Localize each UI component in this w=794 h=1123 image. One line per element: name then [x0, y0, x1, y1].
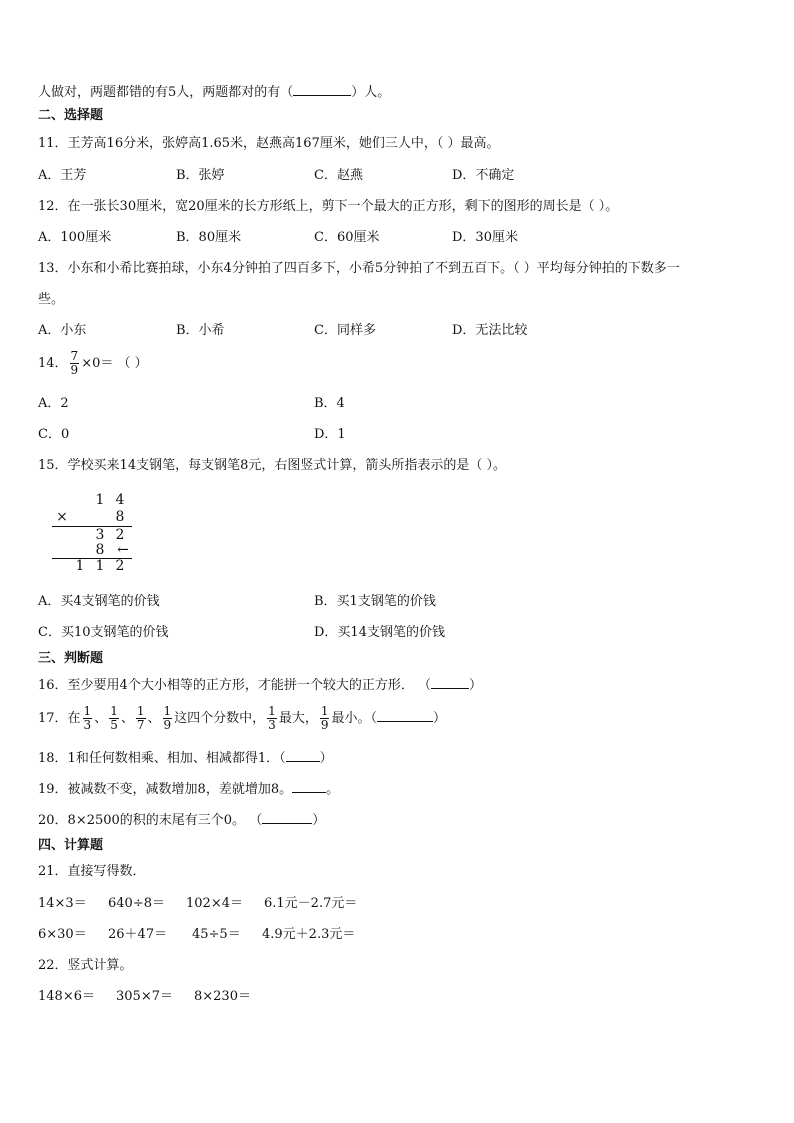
- answer-blank[interactable]: [262, 812, 312, 824]
- option-b[interactable]: B．买1支钢笔的价钱: [314, 594, 436, 609]
- option-c[interactable]: C．买10支钢笔的价钱: [38, 625, 169, 640]
- option-b[interactable]: B．80厘米: [176, 230, 242, 245]
- fraction: $\frac{1}{3}$: [83, 704, 92, 732]
- option-a[interactable]: A．小东: [38, 323, 87, 338]
- question-22: 22．竖式计算。: [38, 958, 133, 973]
- question-16: 16．至少要用4个大小相等的正方形，才能拼一个较大的正方形． （ ）: [38, 678, 482, 693]
- calc-item: 6×30＝: [38, 927, 87, 942]
- question-17: 17．在 $\frac{1}{3}$ 、 $\frac{1}{5}$ 、 $\frac{1}{7}$ 、 $\frac{1}{9}$ 这四个分数中， $\frac{1}{3}$ 最大， $\frac{1}{9}$ 最小。（ ）: [38, 704, 446, 732]
- calc-item: 26＋47＝: [108, 927, 168, 942]
- option-d[interactable]: D．1: [314, 427, 346, 442]
- question-21: 21．直接写得数．: [38, 864, 146, 879]
- calc-item: 8×230＝: [194, 989, 251, 1004]
- question-15: 15．学校买来14支钢笔，每支钢笔8元，右图竖式计算，箭头所指表示的是（ ）。: [38, 458, 506, 473]
- option-c[interactable]: C．同样多: [314, 323, 376, 338]
- option-b[interactable]: B．张婷: [176, 168, 225, 183]
- calc-item: 640÷8＝: [108, 896, 165, 911]
- option-c[interactable]: C．60厘米: [314, 230, 380, 245]
- option-a[interactable]: A．买4支钢笔的价钱: [38, 594, 160, 609]
- question-18: 18．1和任何数相乘、相加、相减都得1．（ ）: [38, 751, 333, 766]
- fraction: $\frac{1}{7}$: [136, 704, 145, 732]
- option-a[interactable]: A．100厘米: [38, 230, 112, 245]
- section-heading-calc: 四、计算题: [38, 838, 104, 853]
- option-a[interactable]: A．2: [38, 396, 69, 411]
- calc-item: 14×3＝: [38, 896, 87, 911]
- option-d[interactable]: D．无法比较: [452, 323, 528, 338]
- fraction: $\frac{1}{5}$: [110, 704, 118, 732]
- section-heading-judge: 三、判断题: [38, 651, 104, 666]
- option-d[interactable]: D．不确定: [452, 168, 515, 183]
- answer-blank[interactable]: [292, 781, 326, 793]
- calc-item: 148×6＝: [38, 989, 95, 1004]
- calc-item: 6.1元－2.7元＝: [264, 896, 358, 911]
- option-d[interactable]: D．买14支钢笔的价钱: [314, 625, 445, 640]
- question-11: 11．王芳高16分米，张婷高1.65米，赵燕高167厘米，她们三人中，（ ）最高。: [38, 136, 500, 151]
- vertical-multiplication: 1 4 × 8 3 2 8 ← 1 1 2: [52, 492, 136, 574]
- option-d[interactable]: D．30厘米: [452, 230, 518, 245]
- question-19: 19．被减数不变，减数增加8，差就增加8。 。: [38, 782, 340, 797]
- answer-blank[interactable]: [293, 84, 351, 96]
- calc-item: 102×4＝: [186, 896, 243, 911]
- calc-item: 305×7＝: [116, 989, 173, 1004]
- section-heading-choice: 二、选择题: [38, 108, 104, 123]
- multiply-sign: ×: [56, 509, 68, 525]
- fraction: $\frac{1}{9}$: [163, 704, 172, 732]
- calc-item: 4.9元＋2.3元＝: [262, 927, 356, 942]
- question-14: 14． $\frac{7}{9}$ ×0＝ （ ）: [38, 349, 148, 377]
- option-c[interactable]: C．0: [38, 427, 70, 442]
- q10-tail: 人做对，两题都错的有5人，两题都对的有（ ）人。: [38, 85, 391, 100]
- fraction: $\frac{7}{9}$: [70, 349, 79, 377]
- arrow-icon: ←: [117, 542, 129, 558]
- question-13: 13．小东和小希比赛拍球，小东4分钟拍了四百多下，小希5分钟拍了不到五百下。（ ）平均每分钟拍的下数多一: [38, 261, 680, 276]
- question-13-cont: 些。: [38, 292, 65, 307]
- question-12: 12．在一张长30厘米，宽20厘米的长方形纸上，剪下一个最大的正方形，剩下的图形的周长是（ ）。: [38, 199, 619, 214]
- answer-blank[interactable]: [286, 750, 320, 762]
- answer-blank[interactable]: [431, 677, 469, 689]
- option-c[interactable]: C．赵燕: [314, 168, 363, 183]
- option-a[interactable]: A．王芳: [38, 168, 87, 183]
- fraction: $\frac{1}{3}$: [268, 704, 276, 732]
- option-b[interactable]: B．4: [314, 396, 345, 411]
- question-20: 20．8×2500的积的末尾有三个0。 （ ）: [38, 813, 326, 828]
- calc-item: 45÷5＝: [192, 927, 241, 942]
- option-b[interactable]: B．小希: [176, 323, 225, 338]
- fraction: $\frac{1}{9}$: [320, 704, 329, 732]
- answer-blank[interactable]: [377, 710, 433, 722]
